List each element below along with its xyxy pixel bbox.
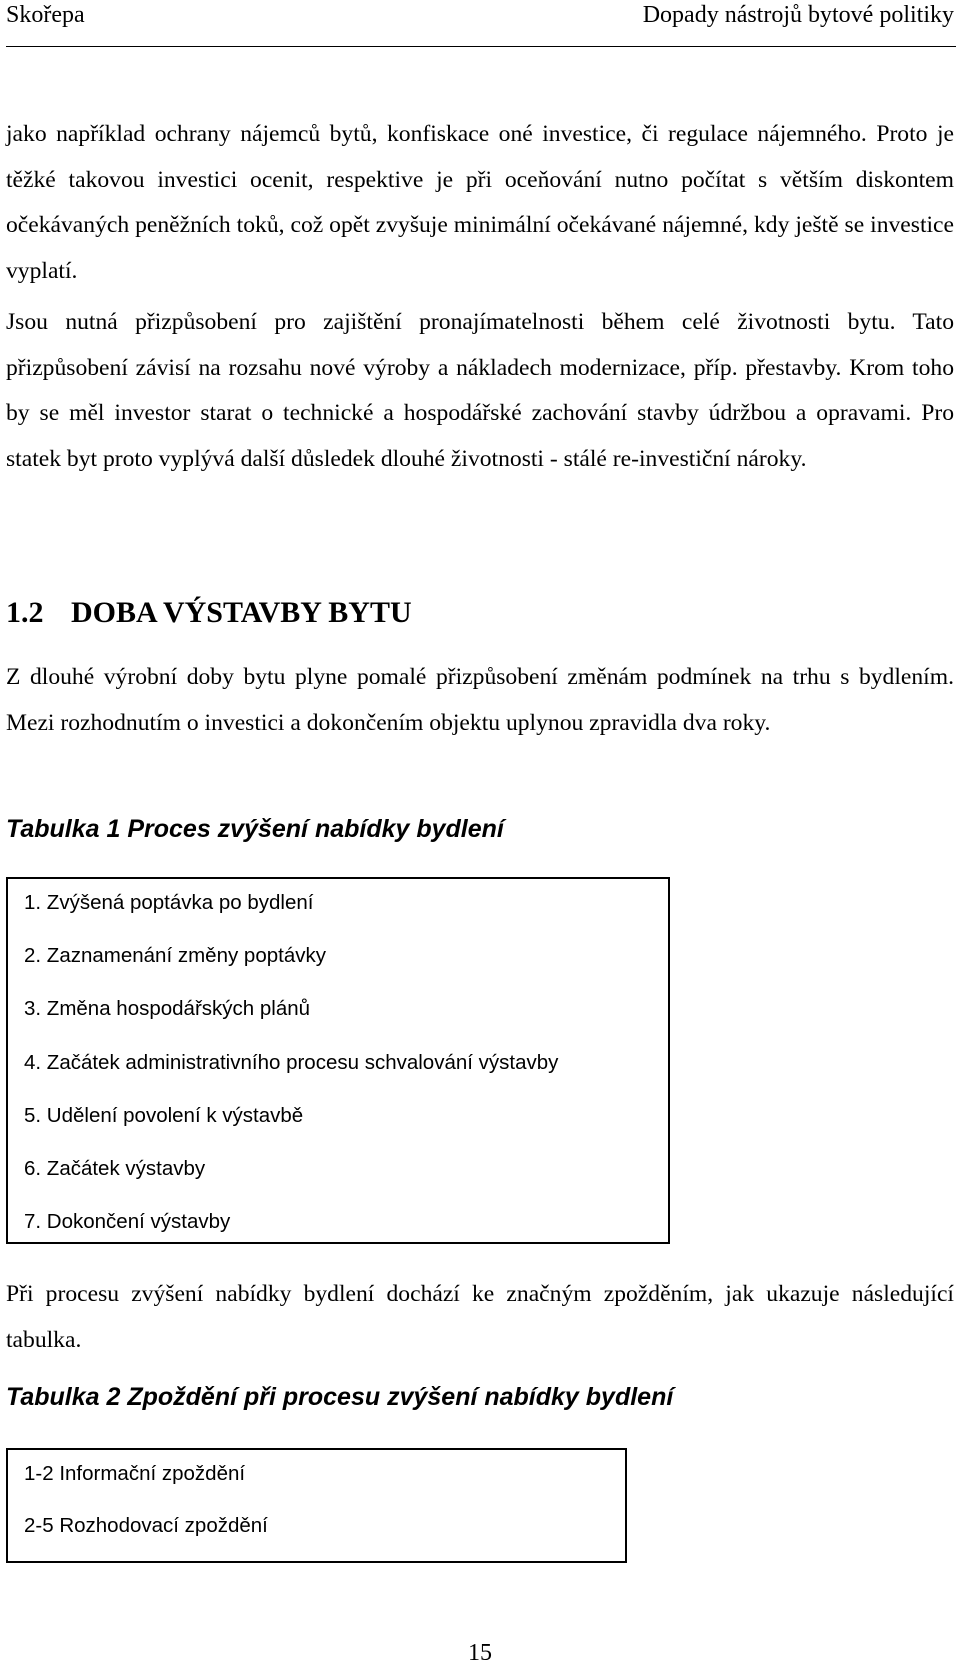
table1-row: 6. Začátek výstavby — [24, 1157, 206, 1180]
page-number: 15 — [468, 1640, 492, 1666]
header-author: Skořepa — [6, 2, 85, 28]
paragraph-1: jako například ochrany nájemců bytů, konfiskace oné investice, či regulace nájemného. Proto je těžké takovou investici ocenit, respektive je při oceňování nutno počítat s větším diskontem očekávaných peněžních toků, což opět zvyšuje minimální očekávané nájemné, kdy ještě se investice vyplatí. — [6, 121, 954, 284]
header-title: Dopady nástrojů bytové politiky — [642, 2, 954, 28]
section-heading — [6, 596, 412, 630]
table1-caption: Tabulka 1 Proces zvýšení nabídky bydlení — [6, 815, 504, 843]
table1-row: 7. Dokončení výstavby — [24, 1210, 231, 1233]
running-header — [6, 0, 956, 47]
paragraph-between: Při procesu zvýšení nabídky bydlení dochází ke značným zpožděním, jak ukazuje následující tabulka. — [6, 1281, 954, 1353]
section-paragraph: Z dlouhé výrobní doby bytu plyne pomalé přizpůsobení změnám podmínek na trhu s bydlením. Mezi rozhodnutím o investici a dokončením objektu uplynou zpravidla dva roky. — [6, 664, 954, 736]
table2-row: 1-2 Informační zpoždění — [24, 1462, 246, 1485]
paragraph-2: Jsou nutná přizpůsobení pro zajištění pronajímatelnosti během celé životnosti bytu. Tato přizpůsobení závisí na rozsahu nové výroby a nákladech modernizace, příp. přestavby. Krom toho by se měl investor starat o technické a hospodářské zachování stavby údržbou a opravami. Pro statek byt proto vyplývá další důsledek dlouhé životnosti - stálé re-investiční nároky. — [6, 309, 954, 472]
table2-caption: Tabulka 2 Zpoždění při procesu zvýšení nabídky bydlení — [6, 1383, 674, 1411]
table1-row: 3. Změna hospodářských plánů — [24, 997, 311, 1020]
section-title: DOBA VÝSTAVBY BYTU — [71, 596, 412, 629]
table1-row: 1. Zvýšená poptávka po bydlení — [24, 891, 314, 914]
table2-row: 2-5 Rozhodovací zpoždění — [24, 1514, 268, 1537]
table2-box — [6, 1448, 627, 1563]
table1-row: 4. Začátek administrativního procesu schvalování výstavby — [24, 1051, 559, 1074]
table1-row: 5. Udělení povolení k výstavbě — [24, 1104, 304, 1127]
table1-box — [6, 877, 670, 1244]
table1-row: 2. Zaznamenání změny poptávky — [24, 944, 326, 967]
section-number: 1.2 — [6, 596, 44, 629]
